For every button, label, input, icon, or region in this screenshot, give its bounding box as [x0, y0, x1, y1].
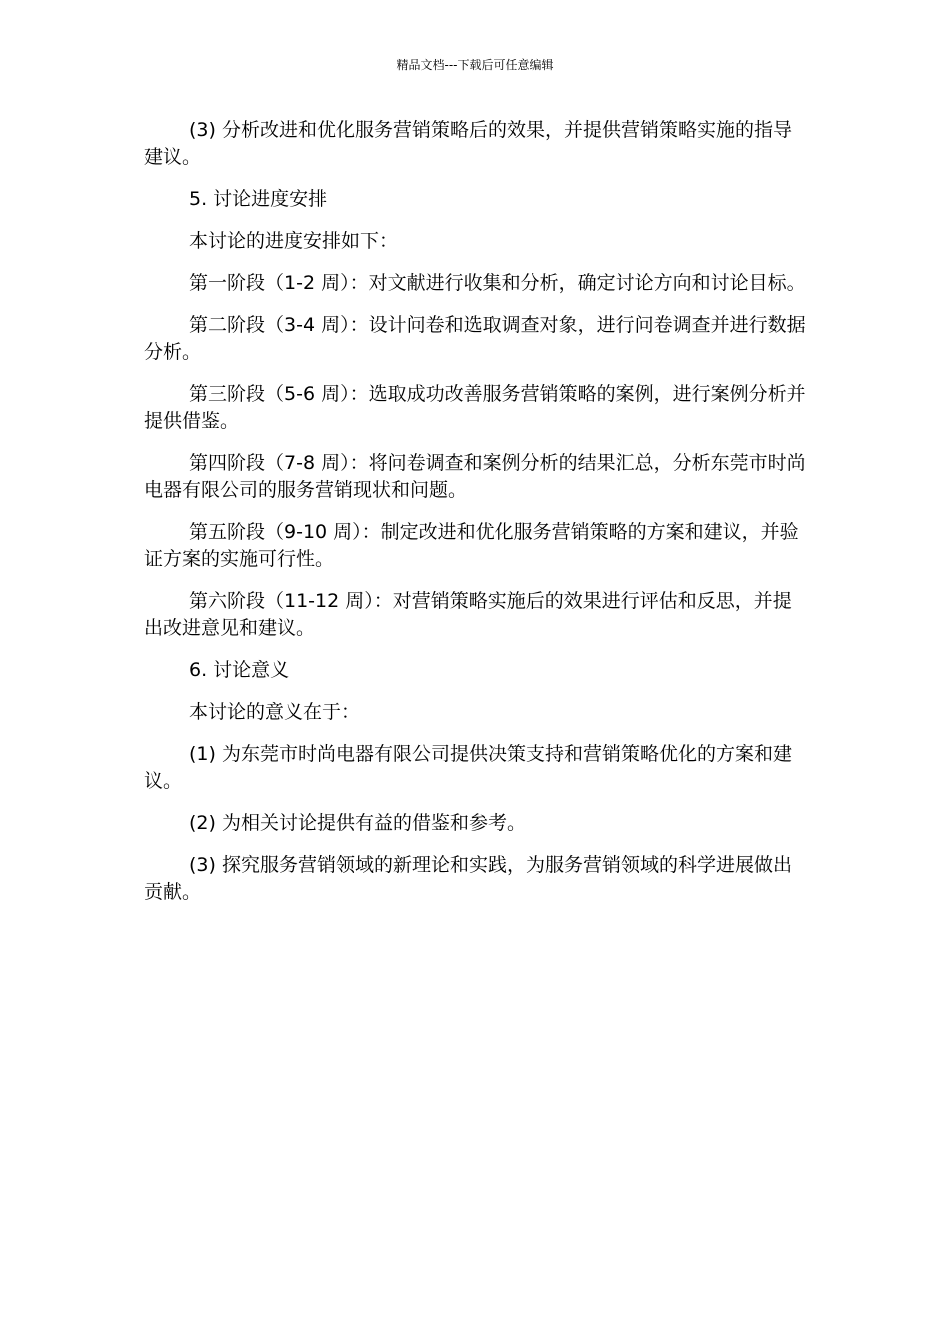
- paragraph-evaluation-goal: (3) 分析改进和优化服务营销策略后的效果，并提供营销策略实施的指导建议。: [144, 119, 792, 168]
- paragraph-phase-4: 第四阶段（7-8 周）：将问卷调查和案例分析的结果汇总，分析东莞市时尚电器有限公司的服务营销现状和问题。: [144, 452, 806, 501]
- document-body: [144, 117, 808, 921]
- paragraph-significance-intro: 本讨论的意义在于：: [189, 701, 361, 723]
- paragraph-phase-6: 第六阶段（11-12 周）：对营销策略实施后的效果进行评估和反思，并提出改进意见和建议。: [144, 590, 792, 639]
- paragraph-schedule-intro: 本讨论的进度安排如下：: [189, 230, 399, 252]
- paragraph-significance-2: (2) 为相关讨论提供有益的借鉴和参考。: [189, 812, 526, 834]
- paragraph-phase-5: 第五阶段（9-10 周）：制定改进和优化服务营销策略的方案和建议，并验证方案的实施可行性。: [144, 521, 799, 570]
- paragraph-phase-2: 第二阶段（3-4 周）：设计问卷和选取调查对象，进行问卷调查并进行数据分析。: [144, 314, 806, 363]
- section-heading-significance: 6. 讨论意义: [189, 659, 290, 681]
- paragraph-phase-3: 第三阶段（5-6 周）：选取成功改善服务营销策略的案例，进行案例分析并提供借鉴。: [144, 383, 806, 432]
- paragraph-significance-1: (1) 为东莞市时尚电器有限公司提供决策支持和营销策略优化的方案和建议。: [144, 743, 792, 792]
- paragraph-significance-3: (3) 探究服务营销领域的新理论和实践，为服务营销领域的科学进展做出贡献。: [144, 854, 792, 903]
- page-header: 精品文档---下载后可任意编辑: [396, 58, 554, 72]
- section-heading-schedule: 5. 讨论进度安排: [189, 188, 328, 210]
- paragraph-phase-1: 第一阶段（1-2 周）：对文献进行收集和分析，确定讨论方向和讨论目标。: [189, 272, 806, 294]
